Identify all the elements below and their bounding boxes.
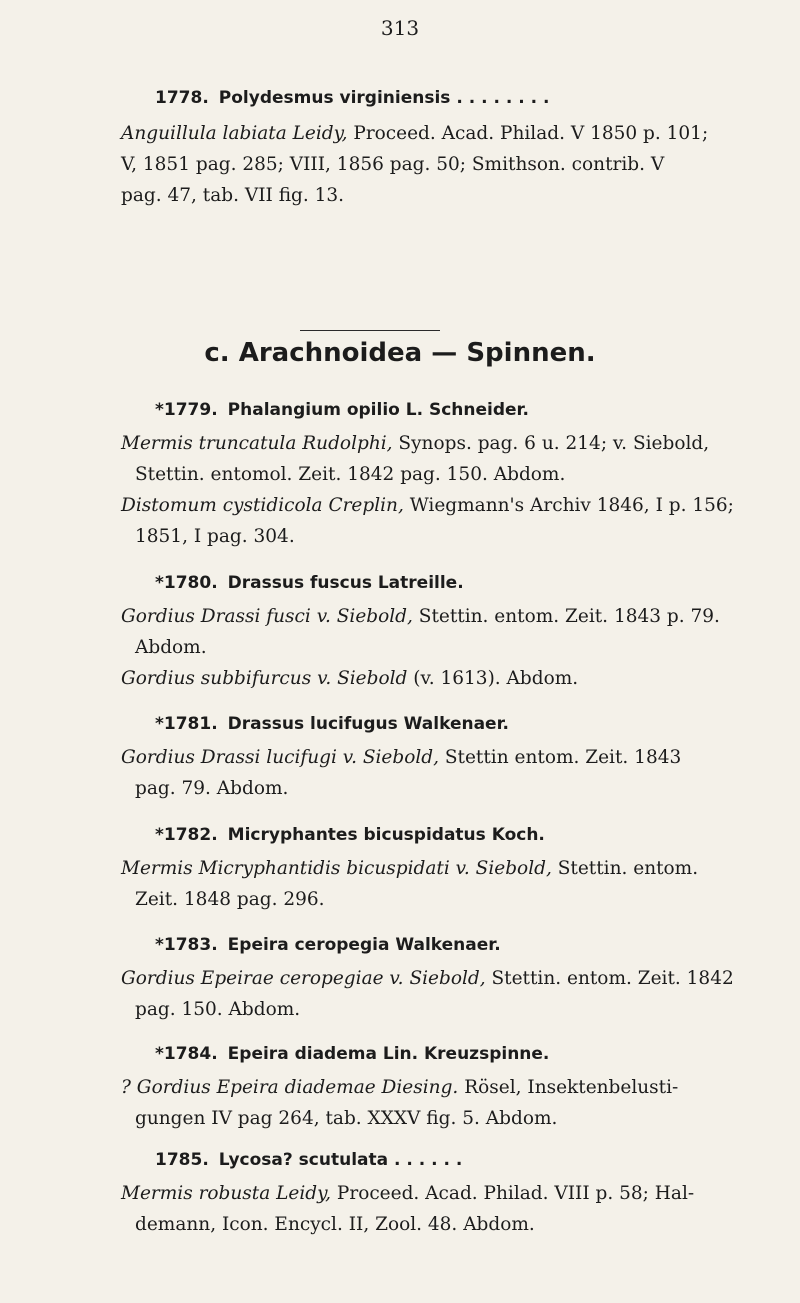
entry-1780-text xyxy=(121,601,761,694)
reference-text: Abdom. xyxy=(135,637,207,658)
entry-title: Micryphantes bicuspidatus Koch. xyxy=(227,825,545,845)
entry-title: Lycosa? scutulata . . . . . . xyxy=(218,1150,463,1170)
reference-text: Stettin entom. Zeit. 1843 xyxy=(439,747,682,768)
reference-text: Zeit. 1848 pag. 296. xyxy=(135,889,325,910)
entry-1784-heading xyxy=(155,1044,549,1064)
italic-taxon: Gordius Epeirae ceropegiae v. Siebold, xyxy=(121,968,486,989)
italic-taxon: Anguillula labiata Leidy, xyxy=(121,123,348,144)
reference-text: demann, Icon. Encycl. II, Zool. 48. Abdom. xyxy=(135,1214,535,1235)
reference-text: Synops. pag. 6 u. 214; v. Siebold, xyxy=(392,433,710,454)
reference-text: 1851, I pag. 304. xyxy=(135,526,295,547)
reference-text: V, 1851 pag. 285; VIII, 1856 pag. 50; Smithson. contrib. V xyxy=(121,154,665,175)
entry-1782-heading xyxy=(155,825,545,845)
entry-title: Drassus lucifugus Walkenaer. xyxy=(227,714,510,734)
entry-number: *1781. xyxy=(155,714,218,734)
reference-text: Stettin. entom. xyxy=(551,858,699,879)
italic-taxon: Mermis robusta Leidy, xyxy=(121,1183,332,1204)
text-line xyxy=(121,521,761,552)
entry-title: Drassus fuscus Latreille. xyxy=(227,573,464,593)
entry-title: Epeira ceropegia Walkenaer. xyxy=(227,935,501,955)
italic-taxon: Gordius Drassi lucifugi v. Siebold, xyxy=(121,747,439,768)
text-line xyxy=(121,118,761,149)
text-line xyxy=(121,149,761,180)
text-line xyxy=(121,1178,761,1209)
text-line xyxy=(121,963,761,994)
text-line xyxy=(121,663,761,694)
entry-1785-heading xyxy=(155,1150,462,1170)
text-line xyxy=(121,632,761,663)
page-number: 313 xyxy=(380,16,420,40)
entry-1779-text xyxy=(121,428,761,552)
reference-text: Proceed. Acad. Philad. V 1850 p. 101; xyxy=(347,123,709,144)
reference-text: Stettin. entomol. Zeit. 1842 pag. 150. Abdom. xyxy=(135,464,566,485)
text-line xyxy=(121,742,761,773)
text-line xyxy=(121,428,761,459)
reference-text: Stettin. entom. Zeit. 1842 xyxy=(485,968,734,989)
text-line xyxy=(121,180,761,211)
text-line xyxy=(121,601,761,632)
text-line xyxy=(121,490,761,521)
reference-text: pag. 47, tab. VII fig. 13. xyxy=(121,185,345,206)
entry-number: 1785. xyxy=(155,1150,209,1170)
entry-1779-heading xyxy=(155,400,529,420)
entry-number: *1783. xyxy=(155,935,218,955)
reference-text: Rösel, Insektenbelusti- xyxy=(458,1077,679,1098)
text-line xyxy=(121,773,761,804)
italic-taxon: Gordius subbifurcus v. Siebold xyxy=(121,668,408,689)
text-line xyxy=(121,1072,761,1103)
entry-1782-text xyxy=(121,853,761,915)
text-line xyxy=(121,884,761,915)
entry-number: 1778. xyxy=(155,88,209,108)
italic-taxon: Distomum cystidicola Creplin, xyxy=(121,495,404,516)
entry-number: *1782. xyxy=(155,825,218,845)
reference-text: Proceed. Acad. Philad. VIII p. 58; Hal- xyxy=(331,1183,695,1204)
entry-1784-text xyxy=(121,1072,761,1134)
section-title: c. Arachnoidea — Spinnen. xyxy=(204,338,596,368)
entry-title: Epeira diadema Lin. Kreuzspinne. xyxy=(227,1044,550,1064)
text-line xyxy=(121,459,761,490)
reference-text: Wiegmann's Archiv 1846, I p. 156; xyxy=(403,495,734,516)
section-divider xyxy=(300,330,440,331)
italic-taxon: Mermis Micryphantidis bicuspidati v. Siebold, xyxy=(121,858,552,879)
entry-title: Phalangium opilio L. Schneider. xyxy=(227,400,529,420)
reference-text: (v. 1613). Abdom. xyxy=(407,668,579,689)
reference-text: Stettin. entom. Zeit. 1843 p. 79. xyxy=(412,606,720,627)
entry-1785-text xyxy=(121,1178,761,1240)
entry-1778-text xyxy=(121,118,761,211)
entry-1783-text xyxy=(121,963,761,1025)
entry-number: *1779. xyxy=(155,400,218,420)
entry-1780-heading xyxy=(155,573,464,593)
entry-title: Polydesmus virginiensis . . . . . . . . xyxy=(218,88,550,108)
reference-text: pag. 150. Abdom. xyxy=(135,999,301,1020)
italic-taxon: ? Gordius Epeira diademae Diesing. xyxy=(121,1077,459,1098)
text-line xyxy=(121,994,761,1025)
entry-number: *1780. xyxy=(155,573,218,593)
entry-1781-heading xyxy=(155,714,509,734)
reference-text: pag. 79. Abdom. xyxy=(135,778,289,799)
text-line xyxy=(121,853,761,884)
reference-text: gungen IV pag 264, tab. XXXV fig. 5. Abdom. xyxy=(135,1108,558,1129)
entry-number: *1784. xyxy=(155,1044,218,1064)
entry-1781-text xyxy=(121,742,761,804)
italic-taxon: Mermis truncatula Rudolphi, xyxy=(121,433,393,454)
italic-taxon: Gordius Drassi fusci v. Siebold, xyxy=(121,606,413,627)
text-line xyxy=(121,1209,761,1240)
entry-1783-heading xyxy=(155,935,501,955)
entry-1778-heading xyxy=(155,88,549,108)
text-line xyxy=(121,1103,761,1134)
